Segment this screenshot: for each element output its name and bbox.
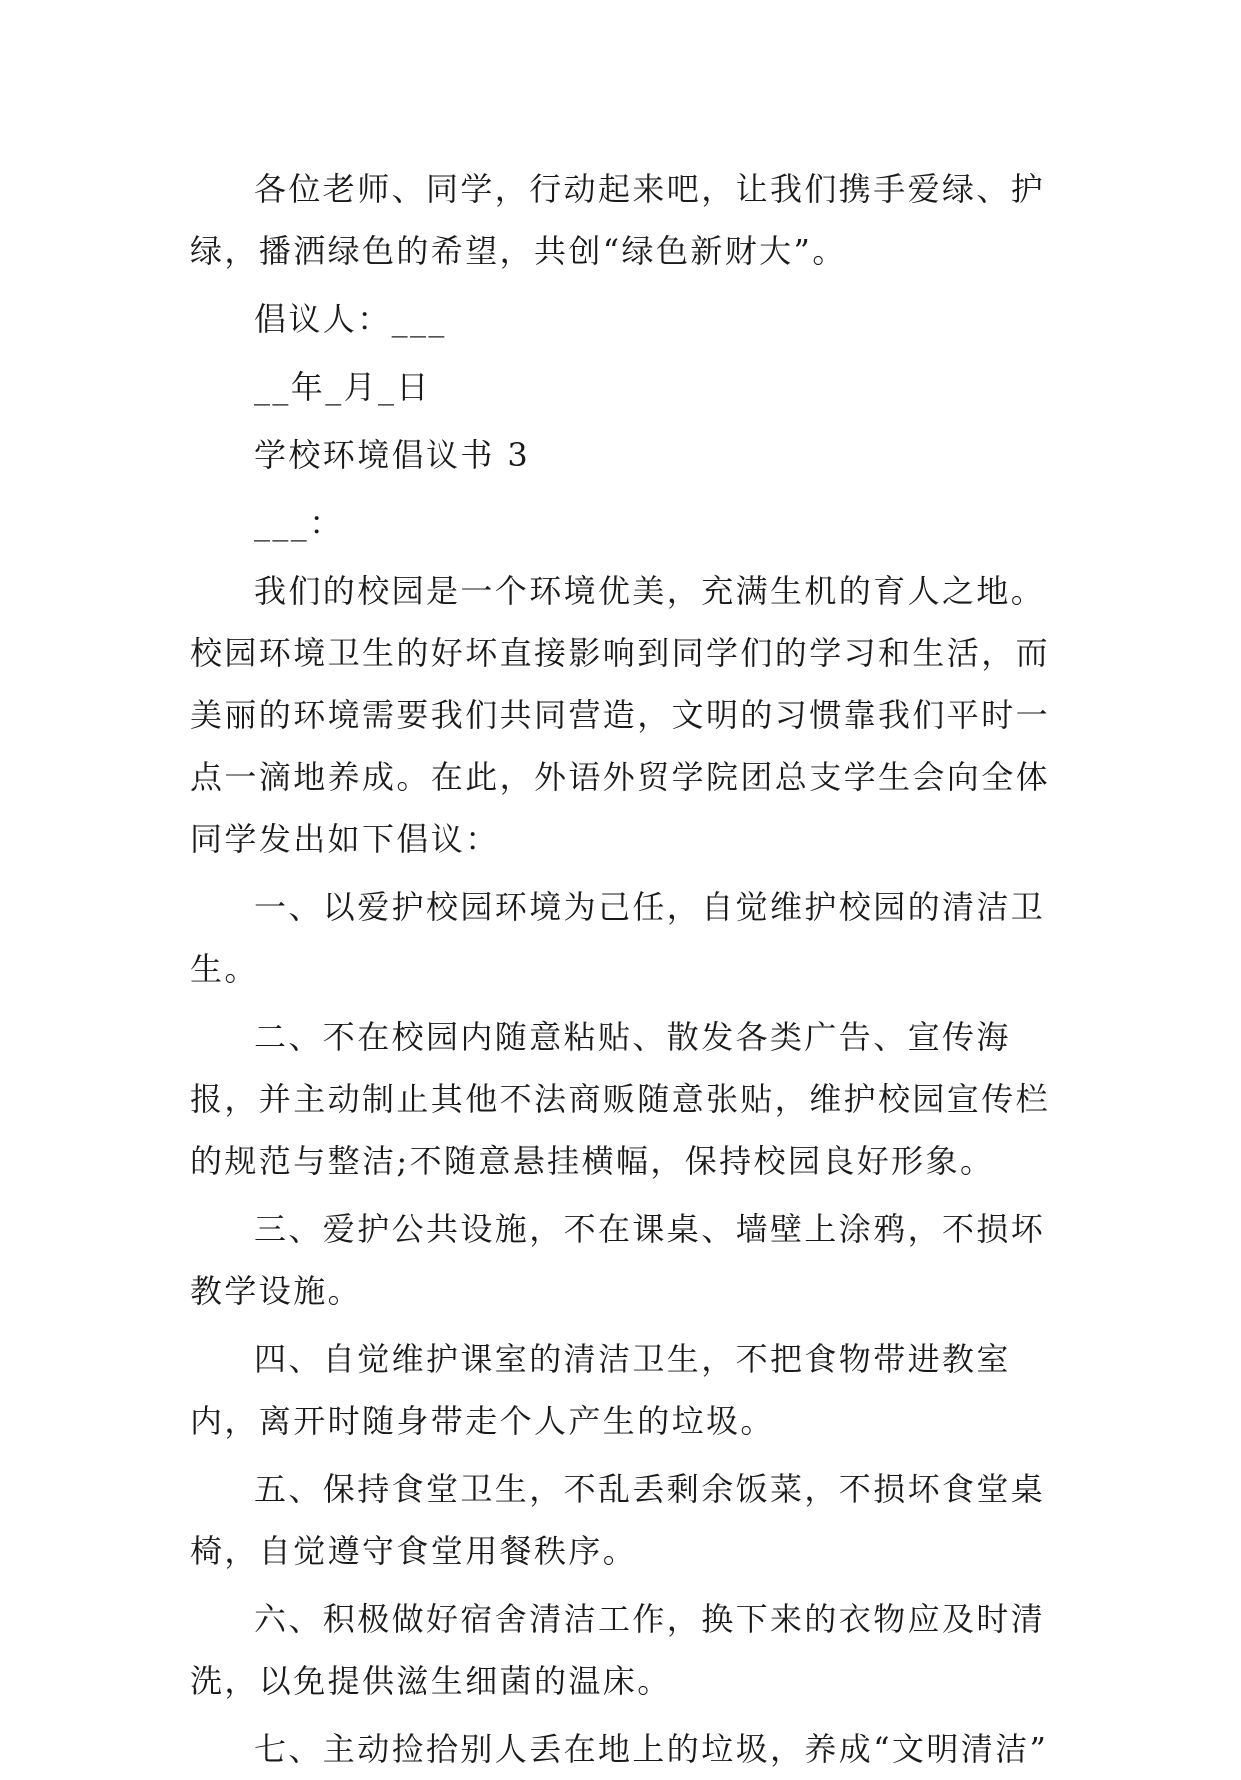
closing-call-paragraph: 各位老师、同学，行动起来吧，让我们携手爱绿、护绿，播洒绿色的希望，共创“绿色新财大”。 — [190, 170, 1046, 270]
proposal-item-3: 三、爱护公共设施，不在课桌、墙壁上涂鸦，不损坏教学设施。 — [190, 1210, 1046, 1310]
proposal-item-5: 五、保持食堂卫生，不乱丢剩余饭菜，不损坏食堂桌椅，自觉遵守食堂用餐秩序。 — [190, 1470, 1046, 1570]
proposal-item-4: 四、自觉维护课室的清洁卫生，不把食物带进教室内，离开时随身带走个人产生的垃圾。 — [190, 1340, 1011, 1440]
salutation-line: ___： — [254, 504, 344, 542]
proposal-item-2: 二、不在校园内随意粘贴、散发各类广告、宣传海报，并主动制止其他不法商贩随意张贴，维护校园宣传栏的规范与整洁;不随意悬挂横幅，保持校园良好形象。 — [190, 1018, 1051, 1180]
proposal-item-7: 七、主动捡拾别人丢在地上的垃圾，养成“文明清洁” — [254, 1730, 1049, 1768]
section-title: 学校环境倡议书 3 — [254, 436, 531, 474]
document-body — [190, 158, 1070, 1780]
initiator-line: 倡议人：___ — [254, 300, 447, 338]
proposal-item-1: 一、以爱护校园环境为己任，自觉维护校园的清洁卫生。 — [190, 888, 1046, 988]
intro-paragraph: 我们的校园是一个环境优美，充满生机的育人之地。校园环境卫生的好坏直接影响到同学们的学习和生活，而美丽的环境需要我们共同营造，文明的习惯靠我们平时一点一滴地养成。在此，外语外贸学院团总支学生会向全体同学发出如下倡议： — [190, 572, 1051, 858]
date-line: __年_月_日 — [254, 368, 431, 406]
proposal-item-6: 六、积极做好宿舍清洁工作，换下来的衣物应及时清洗，以免提供滋生细菌的温床。 — [190, 1600, 1046, 1700]
